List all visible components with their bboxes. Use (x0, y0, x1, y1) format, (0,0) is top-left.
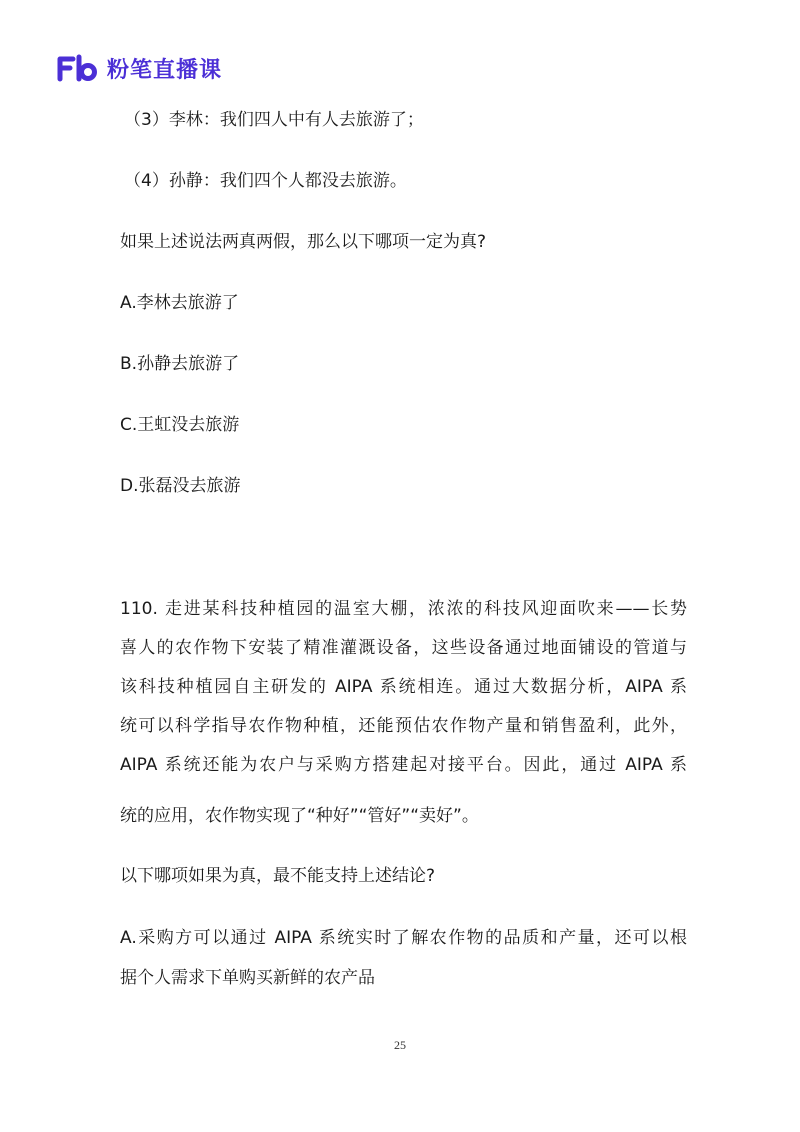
q110-prompt: 以下哪项如果为真，最不能支持上述结论? (120, 866, 436, 886)
q110-option-a-line: A.采购方可以通过 AIPA 系统实时了解农作物的品质和产量，还可以根 (120, 928, 687, 948)
option-c: C.王虹没去旅游 (120, 415, 240, 435)
q110-stem-line: 该科技种植园自主研发的 AIPA 系统相连。通过大数据分析，AIPA 系 (120, 677, 687, 697)
q110-stem-line: 喜人的农作物下安装了精准灌溉设备，这些设备通过地面铺设的管道与 (120, 638, 687, 658)
brand-name: 粉笔直播课 (107, 57, 223, 83)
question-prompt: 如果上述说法两真两假，那么以下哪项一定为真? (120, 232, 487, 252)
page-number: 25 (394, 1038, 406, 1052)
option-d: D.张磊没去旅游 (120, 476, 241, 496)
statement-3: （3）李林：我们四人中有人去旅游了； (124, 110, 424, 130)
q110-stem-line: 统可以科学指导农作物种植，还能预估农作物产量和销售盈利，此外， (120, 716, 687, 736)
q110-stem-line: 统的应用，农作物实现了“种好”“管好”“卖好”。 (120, 806, 479, 826)
q110-stem-line: AIPA 系统还能为农户与采购方搭建起对接平台。因此，通过 AIPA 系 (120, 755, 687, 775)
statement-4: （4）孙静：我们四个人都没去旅游。 (124, 171, 407, 191)
option-a: A.李林去旅游了 (120, 293, 239, 313)
q110-option-a-line: 据个人需求下单购买新鲜的农产品 (120, 968, 375, 988)
q110-stem-line: 110. 走进某科技种植园的温室大棚，浓浓的科技风迎面吹来——长势 (120, 599, 687, 619)
option-b: B.孙静去旅游了 (120, 354, 240, 374)
fenbi-logo-icon (57, 54, 101, 82)
brand-header (57, 52, 222, 84)
